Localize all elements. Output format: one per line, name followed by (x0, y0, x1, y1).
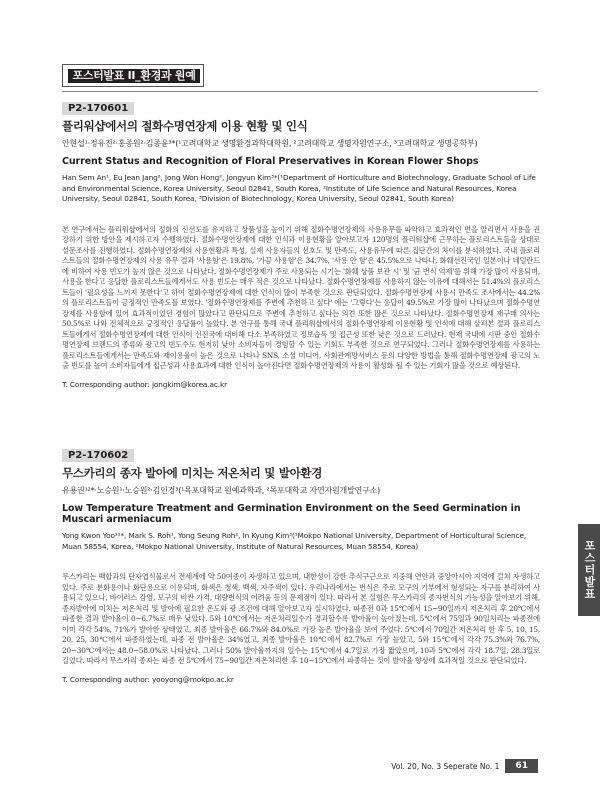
corresponding-author: T. Corresponding author: jongkim@korea.ac.kr (62, 379, 228, 389)
corresponding-author: T. Corresponding author: yooyong@mokpo.ac.kr (62, 674, 234, 684)
abstract-code: P2-170601 (62, 102, 134, 115)
side-tab (578, 524, 600, 616)
header-divider (62, 91, 538, 92)
korean-authors: 안현섭¹·정유진²·홍종원²·김종윤³*(¹고려대학교 생명환경과학대학원, ²고려대학교 생명자원연구소, ³고려대학교 생명공학부) (62, 139, 478, 148)
page-footer (391, 759, 538, 773)
korean-authors: 유용권¹²*·노승원¹·노승원²·김인경³(¹목포대학교 원예과학과, ²목포대학교 자연자원개발연구소) (62, 486, 381, 495)
abstract-2 (62, 443, 540, 684)
abstract-code: P2-170602 (62, 449, 134, 462)
abstract-body: 본 연구에서는 플리워샵에서의 절화의 신선도를 유지하고 상품성을 높이기 위해 절화수명연장제의 사용유무를 파악하고 효과적인 면을 알리면서 사용을 권장하기 위한 방안을 제시하고자 수행하였다. 절화수명연장제에 대한 인식과 이용현황을 알아보고자 120명의 플리워샵에 근무하는 플로리스트들을 상대로 설문조사를 진행하였다. 절화수명연장제의 사용현황과 특성, 실제 사용자들의 선호도 및 만족도, 사용유무에 따른 집단간의 차이를 분석하였다. 국내 플로리스트들의 절화수명연장제의 사용 유무 결과 '사용함'은 19.8%, '가끔 사용함'은 34.7%, '사용 안 함'은 45.5%으로 나타나, 화훼선진국인 일본이나 네덜란드에 비하여 사용 빈도가 높지 않은 것으로 나타났다. 절화수명연장제가 주로 사용되는 시기는 '화훼 상품 보관 시' 및 '균 번식 억제'를 위해 가장 많이 사용되며, 사용을 한다고 응답한 플로리스트들에게서도 사용 빈도는 매우 적은 것으로 나타났다. 절화수명연장제를 사용하지 않는 이유에 대해서는 51.4%의 플로리스트들이 '필요성을 느끼지 못한다'고 하여 절화수명연장제에 대한 인식이 많이 부족한 것으로 판단되었다. 절화수명연장제 사용시 만족도 조사에서는 44.2%의 플로리스트들이 긍정적인 만족도를 보였다. '절화수명연장제를 주변에 추천하고 싶다' 에는 '그렇다'는 응답이 49.5%로 가장 많이 나타났으며 절화수명연장제를 사용함에 있어 효과적이었던 경험이 많았다고 판단되므로 주변에 추천하고 싶다는 의견 또한 많은 것으로 나타났다. 절화수명연장제 재구매 의사는 50.5%로 나와 전체적으로 긍정적인 응답률이 높았다. 본 연구를 통해 국내 플리워샵에서의 절화수명연장제 이용현황 및 인식에 대해 살펴본 결과 플로리스트들에게서 절화수명연장제에 대한 인식이 선진국에 대비해 다소 부족하였고 정보습득 및 접근성 또한 낮은 것으로 드러났다. 현재 국내에 시판 중인 절화수명연장제 브랜드의 종류와 광고의 빈도수도 현저히 낮아 소비자들이 경험할 수 있는 기회도 부족한 것으로 연구되었다. 그러나 절화수명연장제를 사용하는 플로리스트들에게서는 만족도와 재이용율이 높은 것으로 나타나 SNS, 소셜 미디어, 사회관계망서비스 등의 다양한 방법을 통해 절화수명연장제 광고의 노출 빈도를 높여 소비자들에게 접근성과 사용효과에 대한 인식이 높아진다면 절화수명연장제의 사용이 활성화 될 수 있는 기회가 많을 것으로 예상된다. (62, 224, 540, 370)
abstract-1 (62, 96, 540, 389)
korean-title: 무스카리의 종자 발아에 미치는 저온처리 및 발아환경 (62, 466, 323, 480)
english-title: Low Temperature Treatment and Germination Environment on the Seed Germination in Muscari armeniacum (62, 503, 521, 525)
journal-info: Vol. 20, No. 3 Seperate No. 1 (391, 761, 500, 771)
korean-title: 플리워샵에서의 절화수명연장제 이용 현황 및 인식 (62, 119, 308, 133)
section-title: 포스터발표 II_환경과 원예 (72, 69, 196, 82)
section-header (62, 64, 204, 87)
english-title: Current Status and Recognition of Floral Preservatives in Korean Flower Shops (62, 156, 479, 167)
english-authors: Yong Kwon Yoo¹²*, Mark S. Roh¹, Yong Seung Roh², In Kyung Kim³(¹Mokpo National University, Department of Horticultural Science, Muan 58554, Korea, ²Mokpo National University, Institute of Natural Resources, Muan 58554, Korea) (62, 531, 527, 551)
abstract-body: 무스카리는 백합과의 단자엽식물로서 전세계에 약 50여종이 자생하고 있으며, 내한성이 강한 추식구근으로 지중해 연안과 중앙아시아 지역에 걸쳐 자생하고 있다. 주로 분화용이나 화단용으로 이용되며, 화색은 청색, 백색, 자주색이 있다. 우리나라에서는 번식은 주로 모구의 기부에서 형성되는 자구를 분리하여 사용되고 있으나, 바이러스 감염, 모구의 비싼 가격, 대량번식의 어려움 등의 문제점이 있다. 따라서 본 실험은 무스카리의 종자번식의 가능성을 알아보기 위해, 종자발아에 미치는 저온처리 및 발아에 필요한 온도와 광 조건에 대해 알아보고자 실시하였다. 파종전 0과 15℃에서 15~90일까지 저온처리 후 20℃에서 파종한 결과 발아율이 0~6.7%로 매우 낮았다. 5와 10℃에서는 저온처리일수가 경과할수록 발아율이 높아졌는데, 5℃에서 75일과 90일처리는 파종전에 이미 각각 54%, 71%가 발아한 상태였고, 최종 발아율은 66.7%와 84.0%로 가장 높은 발아율을 보여 주었다. 5℃에서 70일간 저온처리 한 후 5, 10, 15, 20, 25, 30℃에서 파종하였는데, 파종 전 발아율은 34%였고, 최종 발아율은 10℃에서 82.7%로 가장 높았고, 5와 15℃에서 각각 75.3%와 76.7%, 20~30℃에서는 48.0~58.0%로 나타났다. 그러나 50% 발아율까지의 일수는 15℃에서 4.7일로 가장 짧았으며, 10과 5℃에서 각각 18.7일, 28.3일로 길었다. 따라서 무스카리 종자는 파종 전 5℃에서 75~90일간 저온처리한 후 10~15℃에서 파종하는 것이 발아율 향상에 효과적일 것으로 판단되었다. (62, 572, 540, 665)
side-tab-label: 포스터발표 (583, 540, 596, 600)
page-number: 61 (505, 759, 538, 773)
english-authors: Han Sem An¹, Eu Jean Jang², Jong Won Hong², Jongyun Kim³*(¹Department of Horticulture and Biotechnology, Graduate School of Life and Environmental Science, Korea University, Seoul 02841, South Korea, ²Institute of Life Science and Natural Resources, Korea University, Seoul 02841, South Korea, ³Division of Biotechnology, Korea University, Seoul 02841, South Korea) (62, 173, 536, 203)
